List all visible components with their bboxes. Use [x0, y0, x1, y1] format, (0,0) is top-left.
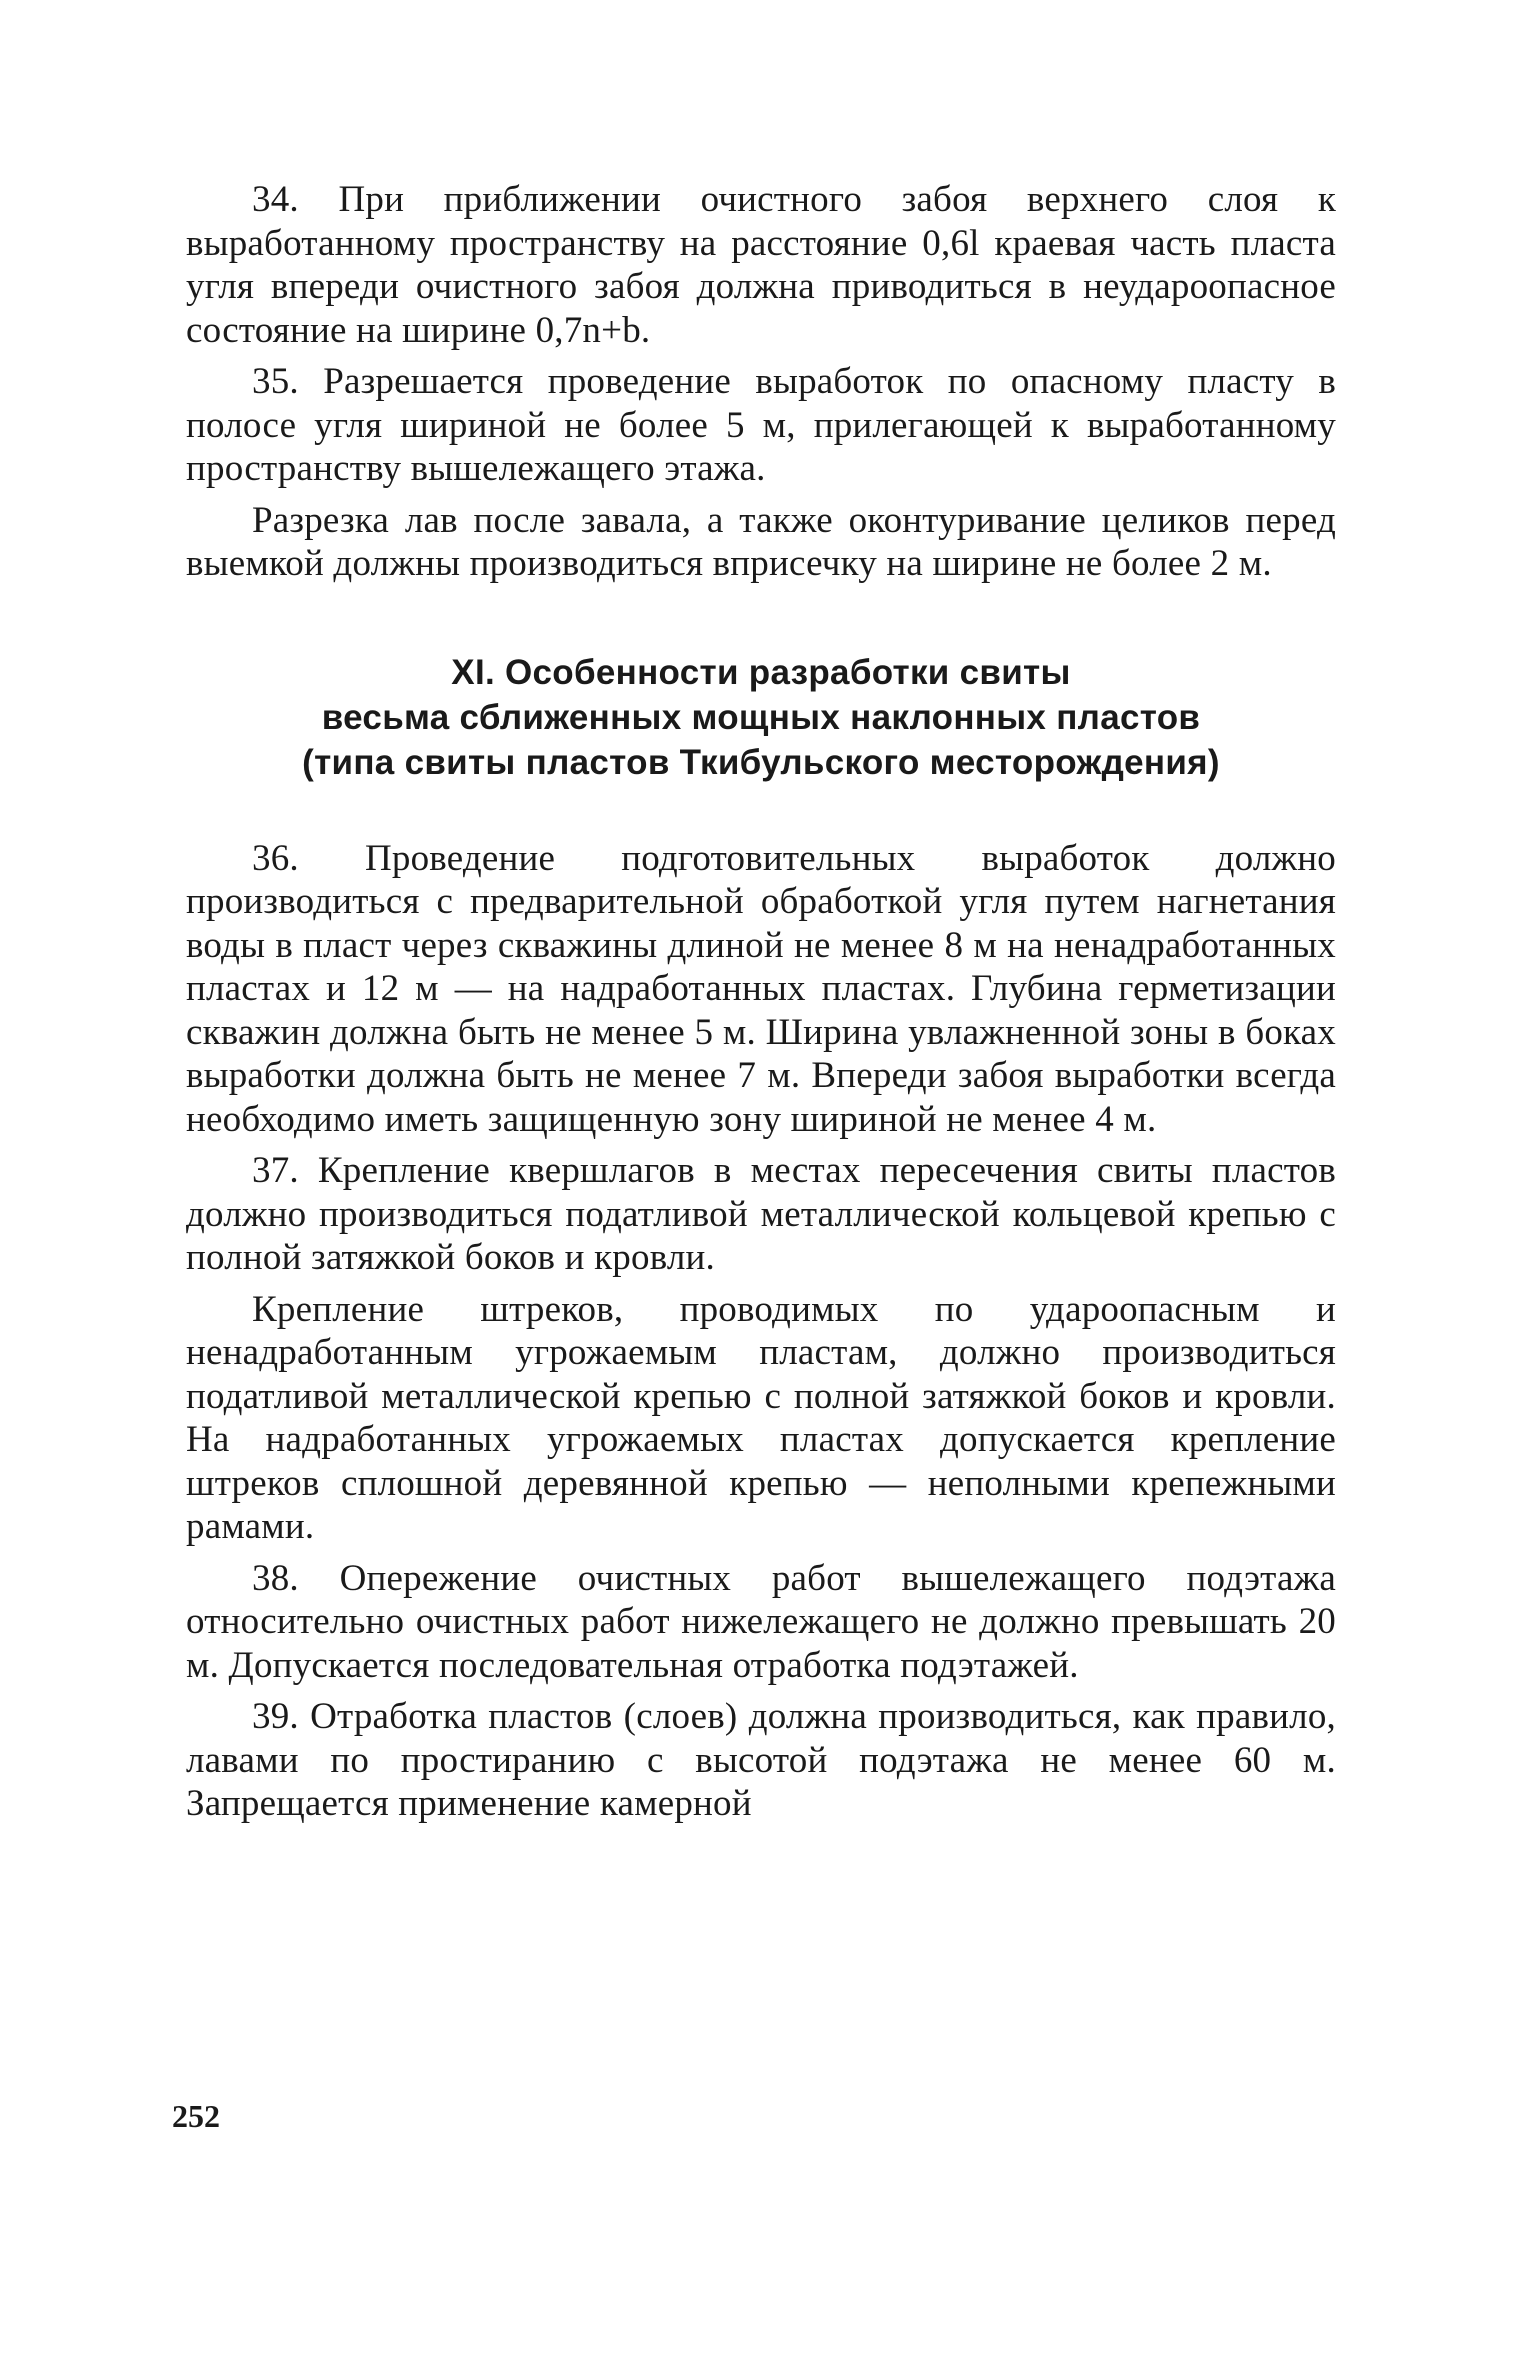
page-body	[186, 178, 1336, 1826]
paragraph-35: 35. Разрешается проведение выработок по опасному пласту в полосе угля шириной не более 5 м, прилегающей к выработанному пространству вышележащего этажа.	[186, 361, 1336, 489]
section-heading	[186, 650, 1336, 785]
paragraph-36: 36. Проведение подготовительных выработок должно производиться с предварительной обработкой угля путем нагнетания воды в пласт через скважины длиной не менее 8 м на ненадработанных пластах и 12 м — на надработанных пластах. Глубина герметизации скважин должна быть не менее 5 м. Ширина увлажненной зоны в боках выработки должна быть не менее 7 м. Впереди забоя выработки всегда необходимо иметь защищенную зону шириной не менее 4 м.	[186, 837, 1336, 1140]
paragraph-37: 37. Крепление квершлагов в местах пересечения свиты пластов должно производиться податливой металлической кольцевой крепью с полной затяжкой боков и кровли.	[186, 1150, 1336, 1278]
section-heading-line-2: весьма сближенных мощных наклонных пластов	[321, 697, 1201, 737]
paragraph-cutting: Разрезка лав после завала, а также оконтуривание целиков перед выемкой должны производиться вприсечку на ширине не более 2 м.	[186, 499, 1336, 584]
paragraph-38: 38. Опережение очистных работ вышележащего подэтажа относительно очистных работ нижележащего не должно превышать 20 м. Допускается последовательная отработка подэтажей.	[186, 1557, 1336, 1686]
paragraph-39: 39. Отработка пластов (слоев) должна производиться, как правило, лавами по простиранию с высотой подэтажа не менее 60 м. Запрещается применение камерной	[186, 1696, 1336, 1824]
page-number: 252	[172, 2098, 220, 2134]
section-heading-line-3: (типа свиты пластов Ткибульского месторождения)	[302, 742, 1220, 782]
paragraph-34: 34. При приближении очистного забоя верхнего слоя к выработанному пространству на расстояние 0,6l краевая часть пласта угля впереди очистного забоя должна приводиться в неудароопасное состояние на ширине 0,7n+b.	[186, 179, 1336, 351]
section-heading-line-1: XI. Особенности разработки свиты	[451, 652, 1071, 692]
paragraph-drift-support: Крепление штреков, проводимых по удароопасным и ненадработанным угрожаемым пластам, должно производиться податливой металлической крепью с полной затяжкой боков и кровли. На надработанных угрожаемых пластах допускается крепление штреков сплошной деревянной крепью — неполными крепежными рамами.	[186, 1288, 1336, 1547]
